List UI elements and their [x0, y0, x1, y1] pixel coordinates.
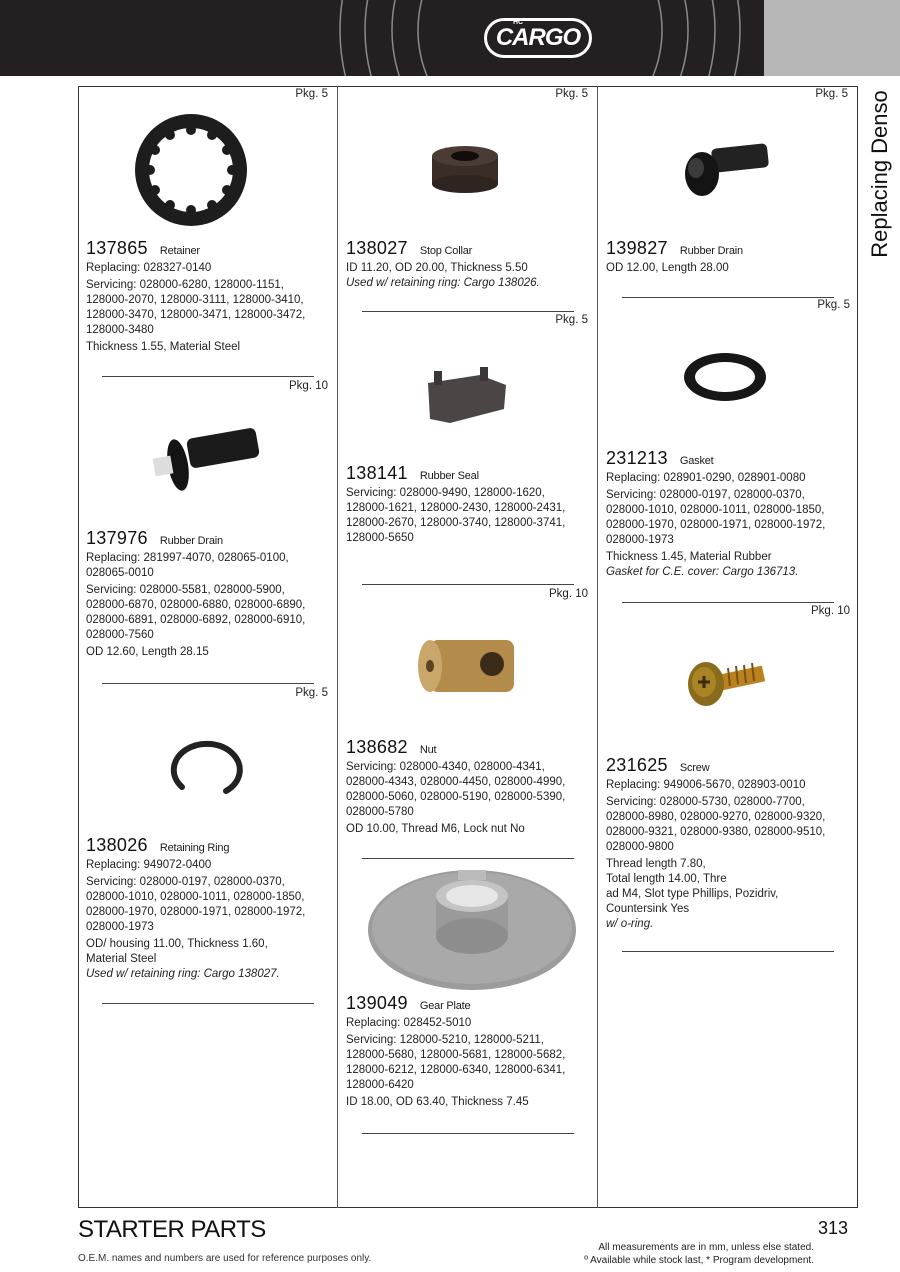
pkg-label: Pkg. 5 [295, 88, 328, 100]
part-name: Rubber Seal [419, 470, 479, 482]
product-138682 [346, 737, 586, 837]
spec-line: 128000-2670, 128000-3740, 128000-3741, [346, 517, 566, 529]
rubber-drain-image [148, 425, 263, 495]
item-divider [102, 1003, 314, 1004]
pkg-label: Pkg. 5 [815, 88, 848, 100]
spec-note: Used w/ retaining ring: Cargo 138026. [346, 277, 540, 289]
part-number: 137976 [86, 528, 148, 548]
pkg-label: Pkg. 10 [289, 380, 328, 392]
spec-line: Servicing: 028000-4340, 028000-4341, [346, 761, 545, 773]
spec-line: Servicing: 028000-6280, 128000-1151, [86, 279, 284, 291]
column-divider [597, 86, 598, 1208]
spec-line: 028065-0010 [86, 567, 154, 579]
item-divider [622, 297, 834, 298]
spec-line: 128000-6212, 128000-6340, 128000-6341, [346, 1064, 566, 1076]
product-231625 [606, 755, 846, 932]
part-name: Rubber Drain [679, 245, 743, 257]
item-divider [102, 683, 314, 684]
measurement-note: All measurements are in mm, unless else stated. º Available while stock last, * Program development. [584, 1242, 814, 1266]
column-divider [337, 86, 338, 1208]
screw-image [686, 654, 768, 716]
spec-line: Total length 14.00, Thre [606, 873, 727, 885]
item-divider [362, 584, 574, 585]
item-divider [622, 951, 834, 952]
side-title: Replacing Denso [867, 90, 892, 258]
product-138027 [346, 238, 586, 291]
pkg-label: Pkg. 5 [817, 299, 850, 311]
product-138026 [86, 835, 326, 982]
part-number: 139049 [346, 993, 408, 1013]
spec-line: OD 10.00, Thread M6, Lock nut No [346, 823, 525, 835]
item-divider [362, 858, 574, 859]
retaining-ring-image [160, 735, 250, 805]
spec-line: 028000-6870, 028000-6880, 028000-6890, [86, 599, 306, 611]
spec-line: 128000-3470, 128000-3471, 128000-3472, [86, 309, 306, 321]
item-divider [622, 602, 834, 603]
spec-line: OD 12.00, Length 28.00 [606, 262, 729, 274]
spec-line: 028000-1970, 028000-1971, 028000-1972, [86, 906, 306, 918]
spec-line: 028000-1973 [606, 534, 674, 546]
spec-line: 028000-1970, 028000-1971, 028000-1972, [606, 519, 826, 531]
spec-line: 028000-7560 [86, 629, 154, 641]
spec-line: Thickness 1.45, Material Rubber [606, 551, 772, 563]
spec-line: Replacing: 028452-5010 [346, 1017, 472, 1029]
rubber-drain-image [680, 138, 772, 200]
rubber-seal-image [420, 365, 512, 429]
spec-line: ad M4, Slot type Phillips, Pozidriv, [606, 888, 779, 900]
part-name: Gear Plate [419, 1000, 471, 1012]
part-number: 231213 [606, 448, 668, 468]
spec-line: Replacing: 028901-0290, 028901-0080 [606, 472, 806, 484]
spec-line: Thread length 7.80, [606, 858, 706, 870]
cargo-logo: HC CARGO [484, 18, 592, 58]
page-number: 313 [818, 1218, 849, 1238]
spec-line: Servicing: 028000-0197, 028000-0370, [606, 489, 805, 501]
item-divider [102, 376, 314, 377]
pkg-label: Pkg. 10 [811, 605, 850, 617]
pkg-label: Pkg. 5 [555, 88, 588, 100]
gear-plate-image [366, 866, 578, 994]
spec-line: Servicing: 128000-5210, 128000-5211, [346, 1034, 544, 1046]
header-arcs [0, 0, 900, 76]
stop-collar-image [428, 142, 504, 196]
item-divider [362, 311, 574, 312]
spec-line: 028000-1010, 028000-1011, 028000-1850, [86, 891, 305, 903]
spec-line: Replacing: 949006-5670, 028903-0010 [606, 779, 806, 791]
spec-line: 128000-2070, 128000-3111, 128000-3410, [86, 294, 304, 306]
spec-line: 028000-5060, 028000-5190, 028000-5390, [346, 791, 566, 803]
spec-note: Used w/ retaining ring: Cargo 138027. [86, 968, 280, 980]
spec-note: w/ o-ring. [606, 918, 654, 930]
nut-image [412, 630, 520, 702]
spec-line: Thickness 1.55, Material Steel [86, 341, 241, 353]
part-number: 139827 [606, 238, 668, 258]
spec-note: Gasket for C.E. cover: Cargo 136713. [606, 566, 799, 578]
spec-line: Countersink Yes [606, 903, 690, 915]
spec-line: Servicing: 028000-5730, 028000-7700, [606, 796, 805, 808]
part-name: Rubber Drain [159, 535, 223, 547]
product-137865 [86, 238, 326, 355]
spec-line: OD 12.60, Length 28.15 [86, 646, 209, 658]
product-139827 [606, 238, 846, 276]
part-number: 138682 [346, 737, 408, 757]
spec-line: 128000-3480 [86, 324, 154, 336]
spec-line: 028000-1973 [86, 921, 154, 933]
spec-line: 028000-5780 [346, 806, 414, 818]
spec-line: Replacing: 028327-0140 [86, 262, 212, 274]
product-138141 [346, 463, 586, 546]
oem-disclaimer: O.E.M. names and numbers are used for reference purposes only. [78, 1253, 372, 1264]
spec-line: 028000-1010, 028000-1011, 028000-1850, [606, 504, 825, 516]
product-139049 [346, 993, 586, 1110]
header-bar [0, 0, 900, 76]
part-number: 138027 [346, 238, 408, 258]
spec-line: 128000-6420 [346, 1079, 414, 1091]
product-137976 [86, 528, 326, 660]
part-name: Retaining Ring [159, 842, 230, 854]
pkg-label: Pkg. 5 [295, 687, 328, 699]
spec-line: 028000-4343, 028000-4450, 028000-4990, [346, 776, 566, 788]
spec-line: 028000-9800 [606, 841, 674, 853]
product-231213 [606, 448, 846, 580]
part-number: 138026 [86, 835, 148, 855]
spec-line: 128000-5650 [346, 532, 414, 544]
spec-line: 028000-8980, 028000-9270, 028000-9320, [606, 811, 826, 823]
spec-line: Replacing: 281997-4070, 028065-0100, [86, 552, 289, 564]
spec-line: Servicing: 028000-9490, 128000-1620, [346, 487, 545, 499]
spec-line: 028000-9321, 028000-9380, 028000-9510, [606, 826, 826, 838]
spec-line: 128000-5680, 128000-5681, 128000-5682, [346, 1049, 566, 1061]
spec-line: Replacing: 949072-0400 [86, 859, 212, 871]
retainer-image [132, 108, 250, 232]
part-name: Stop Collar [419, 245, 473, 257]
part-number: 138141 [346, 463, 408, 483]
spec-line: OD/ housing 11.00, Thickness 1.60, [86, 938, 268, 950]
spec-line: Material Steel [86, 953, 157, 965]
spec-line: Servicing: 028000-0197, 028000-0370, [86, 876, 285, 888]
spec-line: ID 11.20, OD 20.00, Thickness 5.50 [346, 262, 528, 274]
part-name: Retainer [159, 245, 200, 257]
spec-line: ID 18.00, OD 63.40, Thickness 7.45 [346, 1096, 529, 1108]
spec-line: Servicing: 028000-5581, 028000-5900, [86, 584, 285, 596]
part-number: 137865 [86, 238, 148, 258]
gasket-image [682, 350, 768, 404]
spec-line: 028000-6891, 028000-6892, 028000-6910, [86, 614, 306, 626]
spec-line: 128000-1621, 128000-2430, 128000-2431, [346, 502, 566, 514]
item-divider [362, 1133, 574, 1134]
section-title: STARTER PARTS [78, 1216, 266, 1243]
part-name: Screw [679, 762, 710, 774]
part-number: 231625 [606, 755, 668, 775]
part-name: Nut [419, 744, 437, 756]
part-name: Gasket [679, 455, 714, 467]
pkg-label: Pkg. 5 [555, 314, 588, 326]
pkg-label: Pkg. 10 [549, 588, 588, 600]
